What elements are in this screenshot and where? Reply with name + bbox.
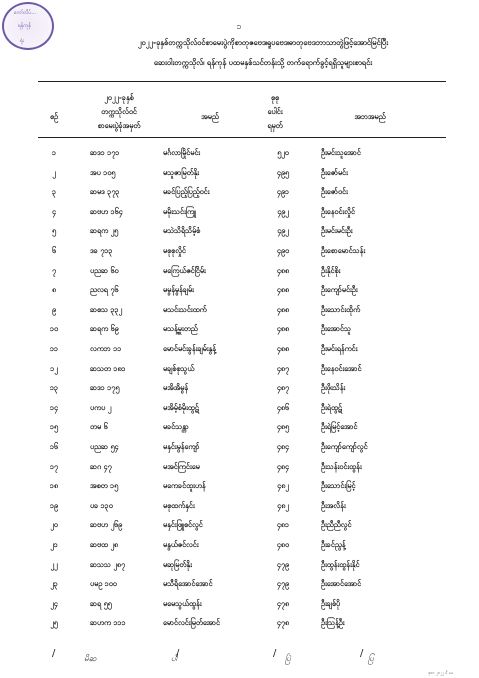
row-name: မသန့်မှူးတည်	[163, 324, 198, 334]
table-row	[38, 439, 446, 459]
row-no: ၁၂	[50, 363, 58, 373]
row-name: မနှင်းဖြူစင်လွင်	[163, 520, 203, 530]
row-father-name: ဦးကျော်ကျော်လွင်	[321, 442, 368, 451]
row-no: ၉	[51, 304, 57, 314]
row-father-name: ဦးဩန့်ဦး	[321, 618, 345, 628]
row-no: ၁၀	[49, 324, 59, 334]
row-no: ၁၆	[49, 442, 59, 451]
row-father-name: ဦးအလိန်း	[321, 500, 346, 510]
row-name: မကေခင်ထူးဟန်	[163, 481, 206, 491]
signature-4: ပြ	[368, 654, 374, 663]
table-row	[38, 204, 446, 224]
row-name: မသင်းသင်းထက်	[163, 304, 207, 314]
row-father-name: ဦးအောင်သူ	[321, 324, 351, 334]
column-header-exam-line-2: တက္ကသိုလ်ဝင်	[101, 107, 137, 116]
document-title-line-1: ၂၀၂၂-ခုနှစ်တက္ကသိုလ်ဝင်စာမေးပွဲကိုစာတုဇဗေဒ၊ရူပဗေဒ၊ဓာတုဗေဒဘာသာတွဲဖြင့်အောင်မြင်ပြီး	[137, 38, 389, 47]
signature-mark-1: /	[52, 648, 56, 659]
row-father-name: ဦးသန်းဝင်းထွန်း	[321, 461, 362, 471]
row-no: ၈	[51, 285, 57, 295]
signature-mark-3: /	[273, 648, 277, 659]
footer-note: ဒု၀၀ ၂၀၂၂ မီ မမ	[428, 670, 454, 675]
table-row	[38, 419, 446, 439]
row-roll-number: ဆစသ ၃၃၂	[90, 304, 123, 314]
table-row	[38, 459, 446, 479]
row-name: မမွန်မွန်ချမ်း	[163, 285, 194, 295]
row-score: ၄၈၇	[276, 363, 290, 373]
table-row	[38, 302, 446, 322]
row-father-name: ဦးကျော်မင်းဦး	[321, 285, 358, 295]
row-no: ၂၁	[50, 540, 58, 549]
row-no: ၁၅	[49, 422, 59, 432]
row-roll-number: ဆဂ ၄၇	[90, 461, 112, 471]
table-row	[38, 282, 446, 302]
row-name: မနွယ်ဇင်လင်း	[163, 540, 199, 549]
row-father-name: ဦးရဲမြင့်အောင်	[321, 422, 358, 432]
column-header-no: စဉ်	[49, 112, 59, 121]
row-score: ၄၈၄	[276, 461, 290, 471]
row-score: ၄၈၈	[276, 304, 290, 314]
row-roll-number: အပ ၁၀၅	[90, 167, 116, 177]
row-no: ၂၂	[50, 559, 58, 569]
row-father-name: ဦးဖိုးသိန်း	[321, 383, 346, 393]
row-father-name: ဦးရဲထွဋ်	[321, 402, 342, 412]
row-score: ၄၈၇	[276, 383, 290, 393]
row-roll-number: ပညဆ ၆၀	[90, 265, 119, 275]
row-no: ၂၀	[50, 520, 58, 530]
row-father-name: ဦးနိုင်စိုး	[321, 265, 341, 275]
table-row	[38, 321, 446, 341]
row-father-name: ဦးဇော်ဝင်း	[321, 187, 348, 197]
row-no: ၁၁	[49, 344, 59, 353]
row-no: ၂	[52, 167, 56, 177]
row-roll-number: ဆဗဟ ၂၆၉	[90, 520, 123, 530]
signature-3: ပြဲ	[285, 654, 291, 663]
row-roll-number: ဒခ ၇၁၃	[90, 246, 113, 255]
seal-text-2: ရန်ကုန်	[18, 23, 31, 29]
row-father-name: ဦးသောင်းမြင့်	[321, 481, 356, 491]
row-roll-number: ဆမဒ ၃၇၃	[90, 187, 120, 197]
row-roll-number: ဆသတ ၁၈၁	[90, 363, 126, 373]
row-score: ၄၇၈	[276, 618, 290, 628]
column-header-exam-line-1: ၂၀၂၂-ခုနှစ်	[104, 93, 134, 102]
row-name: မင်္ဂလာမြိုင်မင်း	[163, 148, 201, 157]
column-header-father: အဘအမည်	[354, 112, 386, 121]
row-score: ၄၇၈	[276, 598, 290, 608]
row-name: မအိအိမွန်	[163, 383, 189, 393]
row-father-name: ဦးသောင်းထိုက်	[321, 304, 361, 314]
row-no: ၁၄	[49, 402, 59, 412]
table-row	[38, 145, 446, 165]
row-no: ၆	[51, 246, 57, 255]
row-roll-number: ဆဒ၁ ၁၇၅	[90, 383, 120, 393]
column-header-score	[255, 91, 295, 133]
row-father-name: ဦးခင်ညွန့်	[321, 540, 346, 549]
table-row	[38, 478, 446, 498]
row-score: ၄၈၅	[276, 422, 290, 432]
row-roll-number: ဆရက ၂၅	[90, 226, 119, 236]
table-row	[38, 380, 446, 400]
row-name: မမေသွယ်ထွန်း	[163, 598, 202, 608]
row-roll-number: ဆဗထ ၂၈	[90, 540, 119, 549]
table-row	[38, 400, 446, 420]
row-father-name: ဦးချစ်ပို	[321, 598, 341, 608]
column-header-exam-line-3: စာမေးပွဲခုံအမှတ်	[97, 121, 141, 130]
row-name: မသူဇာမြတ်နိုး	[163, 167, 200, 177]
row-score: ၄၉၁	[276, 187, 290, 197]
header-rule-bottom	[38, 137, 446, 138]
row-score: ၅၂၀	[277, 148, 289, 157]
row-father-name: ဦးမင်းသူအောင်	[321, 148, 361, 157]
seal-text-1: ကော်လိပ်...	[14, 10, 36, 16]
row-roll-number: ညလရ ၇၆	[90, 285, 119, 295]
table-row	[38, 263, 446, 283]
row-name: မအင်ကြင်းမေ	[163, 461, 200, 471]
row-score: ၄၈၁	[276, 520, 290, 530]
table-row	[38, 557, 446, 577]
table-row	[38, 165, 446, 185]
row-roll-number: ပကပ ၂	[90, 402, 112, 412]
row-name: မသဲသိရိသိမ့်စံ	[163, 226, 201, 236]
row-score: ၄၈၈	[276, 344, 290, 353]
row-name: မချစ်စုသွယ်	[163, 363, 195, 373]
table-row	[38, 223, 446, 243]
row-score: ၄၈၄	[276, 442, 290, 451]
row-roll-number: ပညဆ ၅၄	[90, 442, 119, 451]
table-row	[38, 537, 446, 557]
row-score: ၄၈၈	[276, 324, 290, 334]
row-father-name: ဦးနေဝင်းလှိုင်	[321, 206, 356, 216]
row-father-name: ဦးညီညီလွင်	[321, 520, 352, 530]
row-roll-number: တမ ၆	[90, 422, 108, 432]
row-roll-number: ဆဟက ၁၁၁	[90, 618, 126, 628]
row-father-name: ဦးစောမောင်သန်း	[321, 246, 366, 255]
column-header-score-line-3: ရမှတ်	[267, 121, 283, 130]
signature-1: မိဆ	[84, 654, 97, 663]
row-no: ၁၈	[49, 481, 59, 491]
row-name: မဆုမြတ်နိုး	[163, 559, 192, 569]
row-roll-number: အစတ ၁၅	[90, 481, 119, 491]
row-score: ၄၈၂	[277, 481, 289, 491]
row-no: ၂၃	[50, 579, 58, 589]
table-row	[38, 361, 446, 381]
row-name: မောင်လင်းမြတ်အောင်	[163, 618, 220, 628]
row-roll-number: ဆဗဟ ၁၆၄	[90, 206, 123, 216]
seal-text-3: ရုံး	[20, 38, 25, 44]
row-roll-number: ဆဒ၁ ၁၇၁	[90, 148, 120, 157]
row-name: မစုထက်နှင်း	[163, 500, 195, 510]
row-roll-number: ဆသသ ၂၈၇	[90, 559, 126, 569]
row-no: ၅	[51, 226, 57, 236]
row-father-name: ဦးမင်းရန်ကင်း	[321, 344, 358, 353]
row-score: ၄၈၂	[277, 500, 289, 510]
row-name: မခင်ပြည့်ပြည့်ဝင်း	[163, 187, 210, 197]
row-father-name: ဦးမင်းမင်းဦး	[321, 226, 353, 236]
row-name: မသီရိအောင်အောင်	[163, 579, 213, 589]
table-row	[38, 576, 446, 596]
signature-2: ပါ	[171, 654, 177, 663]
official-seal	[2, 2, 54, 50]
row-roll-number: လကဘ ၁၁	[90, 344, 122, 353]
column-header-score-line-2: ပေါင်း	[267, 107, 283, 116]
row-name: မစုစုလှိုင်	[163, 246, 186, 255]
table-row	[38, 243, 446, 263]
table-row	[38, 498, 446, 518]
row-name: မမိုးသင်းကြူ	[163, 206, 197, 216]
row-score: ၄၈၈	[276, 285, 290, 295]
row-no: ၂၅	[50, 618, 58, 628]
row-father-name: ဦးအောင်အောင်	[321, 579, 362, 589]
row-name: မောင်မင်းခွန်းချမ်းနွန့်	[163, 344, 217, 353]
row-name: မနှင်းမွန်ကျော်	[163, 442, 200, 451]
row-score: ၄၉၀	[276, 246, 290, 255]
document-title-line-2: ဆေးဝါးတက္ကသိုလ်၊ ရန်ကုန် ပထမနှစ်သင်တန်းသို့ တက်ရောက်ခွင့်ရရှိသူများစာရင်း	[153, 58, 373, 67]
column-header-exam	[80, 91, 158, 133]
row-score: ၄၈၆	[276, 402, 290, 412]
row-no: ၁၇	[49, 461, 59, 471]
table-row	[38, 517, 446, 537]
row-roll-number: ဆရက ၆၉	[90, 324, 119, 334]
row-no: ၁၃	[49, 383, 59, 393]
table-row	[38, 596, 446, 616]
row-no: ၁	[51, 148, 57, 157]
row-roll-number: ပမဥ ၁၀၀	[90, 579, 117, 589]
row-no: ၃	[51, 187, 57, 197]
signature-mark-4: /	[360, 648, 364, 659]
row-score: ၄၇၉	[276, 559, 290, 569]
column-header-score-line-1: စုစု	[270, 93, 280, 102]
page-number: ၁	[236, 22, 242, 32]
row-name: မအိမ့်စံမိုးထွဋ်	[163, 402, 199, 412]
table-row	[38, 615, 446, 635]
row-name: မကြေယ်ဇင်ငြိမ်း	[163, 265, 206, 275]
row-name: မခင်သန္တာ	[163, 422, 189, 432]
row-father-name: ဦးထွန်းထွန်းနိုင်	[321, 559, 360, 569]
column-header-name: အမည်	[201, 112, 219, 121]
row-no: ၄	[51, 206, 57, 216]
row-roll-number: ပခ ၁၃၀	[90, 500, 113, 510]
row-score: ၄၉၂	[277, 226, 289, 236]
row-no: ၁၉	[49, 500, 59, 510]
row-no: ၂၄	[50, 598, 58, 608]
row-score: ၄၉၂	[277, 206, 289, 216]
row-score: ၄၈၀	[276, 540, 290, 549]
row-father-name: ဦးနေဝင်းအောင်	[321, 363, 362, 373]
table-row	[38, 184, 446, 204]
signature-mark-2: /	[176, 648, 180, 659]
row-roll-number: ဆရ ၅၅	[90, 598, 112, 608]
row-score: ၄၈၈	[276, 265, 290, 275]
row-no: ၇	[51, 265, 57, 275]
row-score: ၄၇၉	[276, 579, 290, 589]
table-row	[38, 341, 446, 361]
header-rule-top	[38, 81, 446, 82]
row-father-name: ဦးဇော်မင်း	[321, 167, 348, 177]
row-score: ၄၉၅	[276, 167, 290, 177]
